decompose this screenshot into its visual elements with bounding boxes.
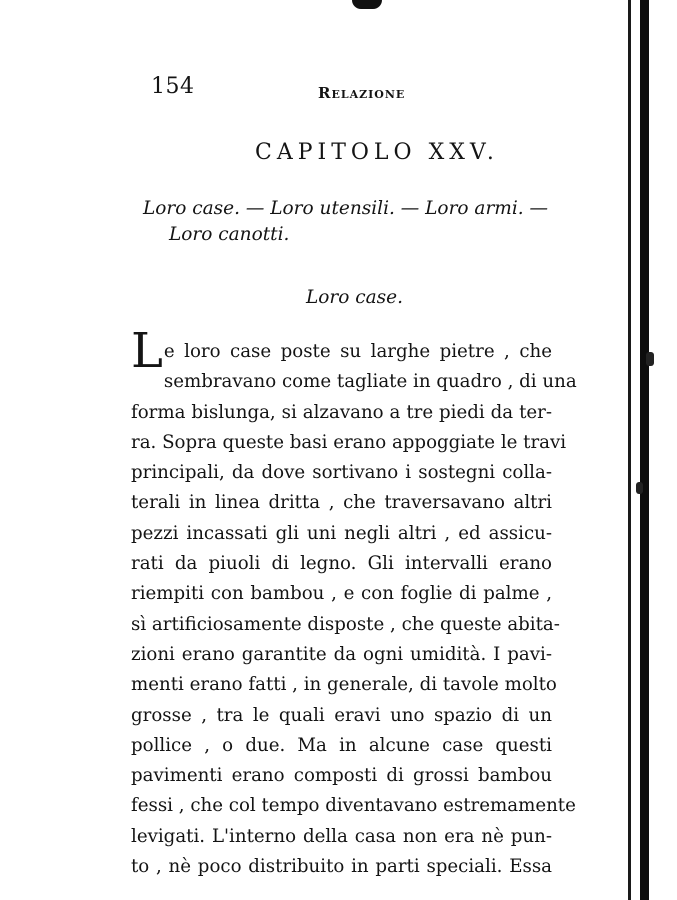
chapter-summary-line: Loro canotti. [169, 224, 290, 245]
binding-notch [636, 482, 643, 494]
body-line [131, 323, 552, 379]
page-edge-line [628, 0, 631, 900]
section-heading: Loro case. [306, 287, 403, 308]
body-line: sembravano come tagliate in quadro , di una [163, 371, 577, 393]
body-line: riempiti con bambou , e con foglie di palme , [131, 583, 552, 605]
body-paragraph [131, 323, 577, 882]
body-line: fessi , che col tempo diventavano estremamente [131, 795, 576, 817]
body-line: principali, da dove sortivano i sostegni colla- [131, 462, 552, 484]
chapter-summary [143, 196, 583, 248]
chapter-title: CAPITOLO XXV. [255, 140, 499, 165]
body-line: sì artificiosamente disposte , che queste abita- [131, 613, 560, 635]
binding-shadow [640, 0, 649, 900]
body-line: to , nè poco distribuito in parti speciali. Essa [131, 856, 552, 878]
body-line: forma bislunga, si alzavano a tre piedi da ter- [131, 401, 552, 423]
body-line: pollice , o due. Ma in alcune case questi [131, 734, 552, 756]
body-line: rati da piuoli di legno. Gli intervalli erano [131, 553, 552, 575]
body-line: terali in linea dritta , che traversavano altri [131, 492, 552, 514]
body-line: menti erano fatti , in generale, di tavole molto [131, 674, 557, 696]
body-line: zioni erano garantite da ogni umidità. I pavi- [131, 643, 552, 665]
body-line: pavimenti erano composti di grossi bambou [131, 765, 552, 787]
top-ink-mark [352, 0, 382, 9]
body-line: ra. Sopra queste basi erano appoggiate le travi [131, 431, 567, 453]
page-number: 154 [151, 74, 195, 99]
body-line: grosse , tra le quali eravi uno spazio di un [131, 704, 552, 726]
body-line-text: e loro case poste su larghe pietre , che [163, 341, 552, 362]
chapter-summary-line: Loro case. — Loro utensili. — Loro armi. — [143, 198, 549, 219]
binding-notch [646, 352, 654, 366]
running-head: Relazione [318, 84, 406, 102]
body-line: pezzi incassati gli uni negli altri , ed assicu- [131, 522, 552, 544]
body-line: levigati. L'interno della casa non era nè pun- [131, 825, 552, 847]
drop-cap: L [131, 323, 163, 379]
